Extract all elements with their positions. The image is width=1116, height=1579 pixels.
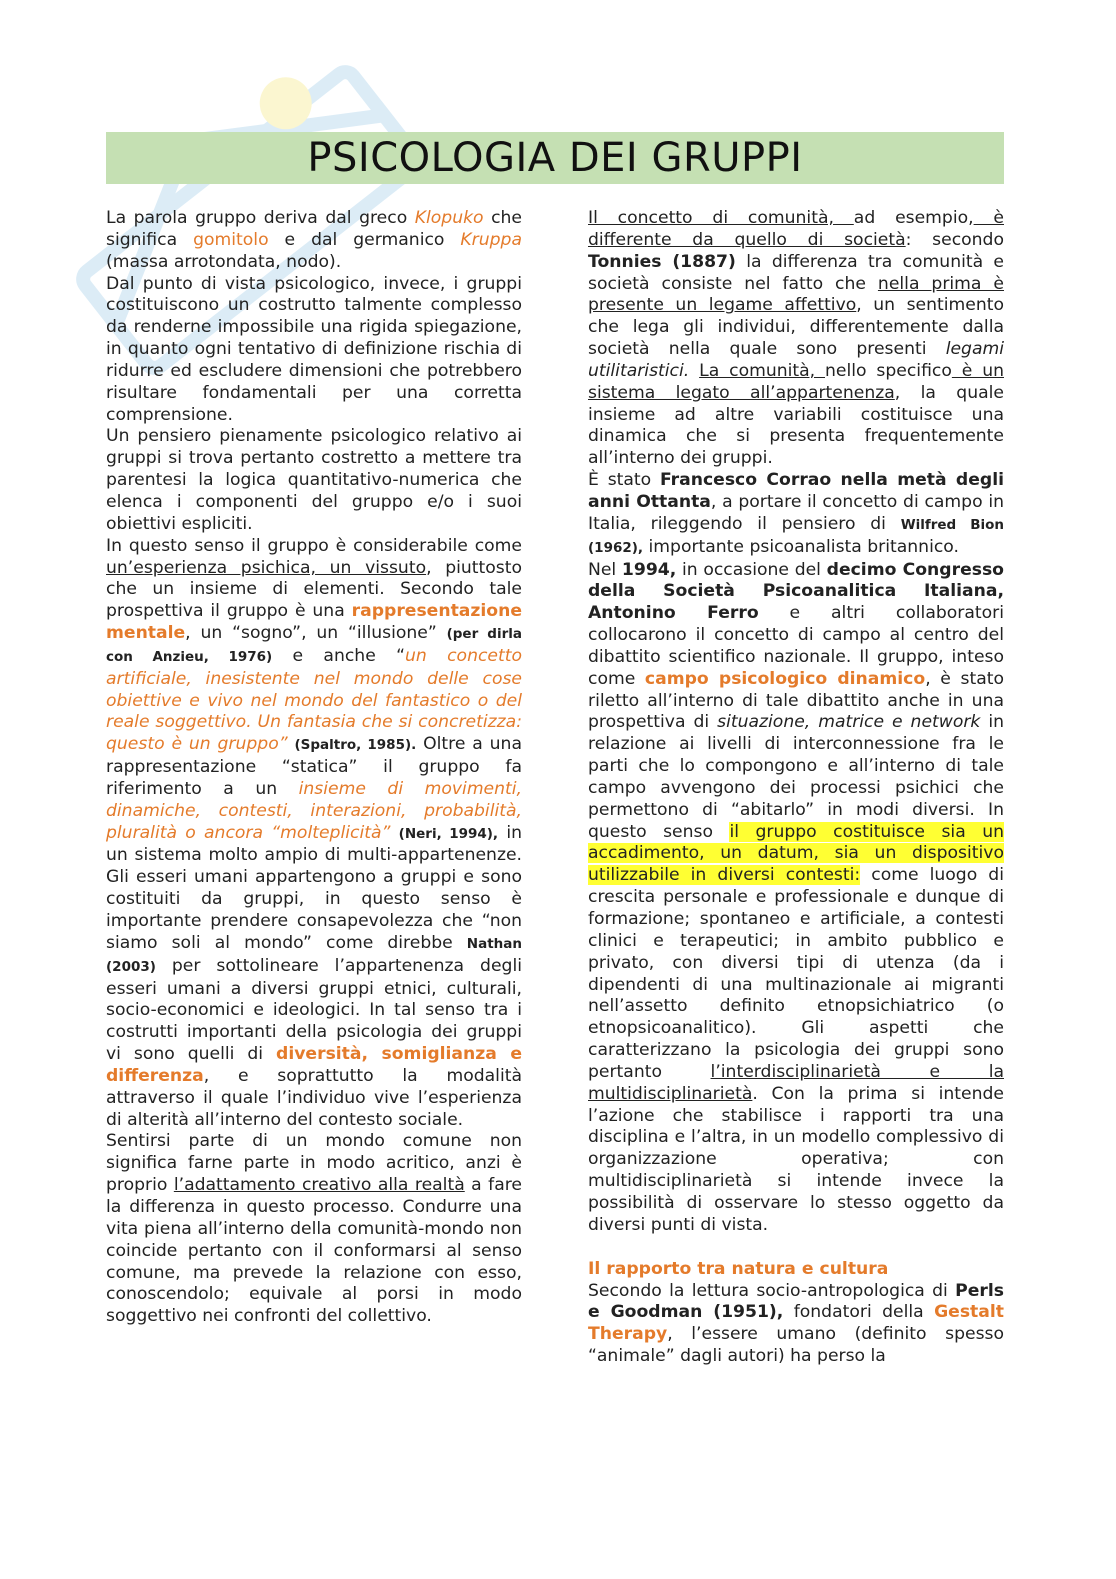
page-title: PSICOLOGIA DEI GRUPPI xyxy=(307,135,803,181)
right-column xyxy=(588,208,1004,1368)
paragraph: Sentirsi parte di un mondo comune non significa farne parte in modo acritico, anzi è proprio l’adattamento creativo alla realtà a fare la differenza in questo processo. Condurre una vita piena all’interno della comunità-mondo non coincide pertanto con il conformarsi al senso comune, ma prevede la relazione con esso, conoscendolo; equivale al porsi in modo soggettivo nei confronti del collettivo. xyxy=(106,1131,522,1327)
paragraph: Secondo la lettura socio-antropologica di Perls e Goodman (1951), fondatori della Gestalt Therapy, l’essere umano (definito spesso “animale” dagli autori) ha perso la xyxy=(588,1280,1004,1367)
paragraph: In questo senso il gruppo è considerabile come un’esperienza psichica, un vissuto, piuttosto che un insieme di elementi. Secondo tale prospettiva il gruppo è una rappresentazione mentale, un “sogno”, un “illusione” (per dirla con Anzieu, 1976) e anche “un concetto artificiale, inesistente nel mondo delle cose obiettive e vivo nel mondo del fantastico o del reale soggettivo. Un fantasia che si concretizza: questo è un gruppo” (Spaltro, 1985). Oltre a una rappresentazione “statica” il gruppo fa riferimento a un insieme di movimenti, dinamiche, contesti, interazioni, probabilità, pluralità o ancora “molteplicità” (Neri, 1994), in un sistema molto ampio di multi-appartenenze. Gli esseri umani appartengono a gruppi e sono costituiti da gruppi, in questo senso è importante prendere consapevolezza che “non siamo soli al mondo” come direbbe Nathan (2003) per sottolineare l’appartenenza degli esseri umani a diversi gruppi etnici, culturali, socio-economici e ideologici. In tal senso tra i costrutti importanti della psicologia dei gruppi vi sono quelli di diversità, somiglianza e differenza, e soprattutto la modalità attraverso il quale l’individuo vive l’esperienza di alterità all’interno del contesto sociale. xyxy=(106,535,523,1130)
left-column xyxy=(106,208,522,1328)
paragraph: Il concetto di comunità, ad esempio, è differente da quello di società: secondo Tonnies (1887) la differenza tra comunità e società consiste nel fatto che nella prima è presente un legame affettivo, un sentimento che lega gli individui, differentemente dalla società nella quale sono presenti legami utilitaristici. La comunità, nello specifico è un sistema legato all’appartenenza, la quale insieme ad altre variabili costituisce una dinamica che si presenta frequentemente all’interno dei gruppi. xyxy=(588,208,1005,469)
paragraph: Un pensiero pienamente psicologico relativo ai gruppi si trova pertanto costretto a mettere tra parentesi la logica quantitativo-numerica che elenca i componenti del gruppo e/o i suoi obiettivi espliciti. xyxy=(106,426,522,534)
section-heading: Il rapporto tra natura e cultura xyxy=(588,1258,889,1279)
title-band xyxy=(106,132,1004,184)
paragraph: La parola gruppo deriva dal greco Klopuko che significa gomitolo e dal germanico Kruppa (massa arrotondata, nodo). xyxy=(106,208,522,272)
paragraph: Nel 1994, in occasione del decimo Congresso della Società Psicoanalitica Italiana, Antonino Ferro e altri collaboratori collocarono il concetto di campo al centro del dibattito scientifico nazionale. Il gruppo, inteso come campo psicologico dinamico, è stato riletto all’interno di tale dibattito anche in una prospettiva di situazione, matrice e network in relazione ai livelli di interconnessione fra le parti che lo compongono e all’interno di tale campo avvengono dei processi psichici che permettono di “abitarlo” in modi diversi. In questo senso il gruppo costituisce sia un accadimento, un datum, sia un dispositivo utilizzabile in diversi contesti: come luogo di crescita personale e professionale e dunque di formazione; spontaneo e artificiale, a contesti clinici e terapeutici; in ambito pubblico e privato, con diversi tipi di utenza (da i dipendenti di una multinazionale ai migranti nell’assetto definito etnopsichiatrico (o etnopsicoanalitico). Gli aspetti che caratterizzano la psicologia dei gruppi sono pertanto l’interdisciplinarietà e la multidisciplinarietà. Con la prima si intende l’azione che stabilisce i rapporti tra una disciplina e l’altra, in un modello complessivo di organizzazione operativa; con multidisciplinarietà si intende invece la possibilità di osservare lo stesso oggetto da diversi punti di vista. xyxy=(588,559,1005,1235)
paragraph: Dal punto di vista psicologico, invece, i gruppi costituiscono un costrutto talmente complesso da renderne impossibile una rigida spiegazione, in quanto ogni tentativo di definizione rischia di ridurre ed escludere dimensioni che potrebbero risultare fondamentali per una corretta comprensione. xyxy=(106,273,522,425)
paragraph: È stato Francesco Corrao nella metà degli anni Ottanta, a portare il concetto di campo in Italia, rileggendo il pensiero di Wilfred Bion (1962), importante psicoanalista britannico. xyxy=(588,470,1005,557)
